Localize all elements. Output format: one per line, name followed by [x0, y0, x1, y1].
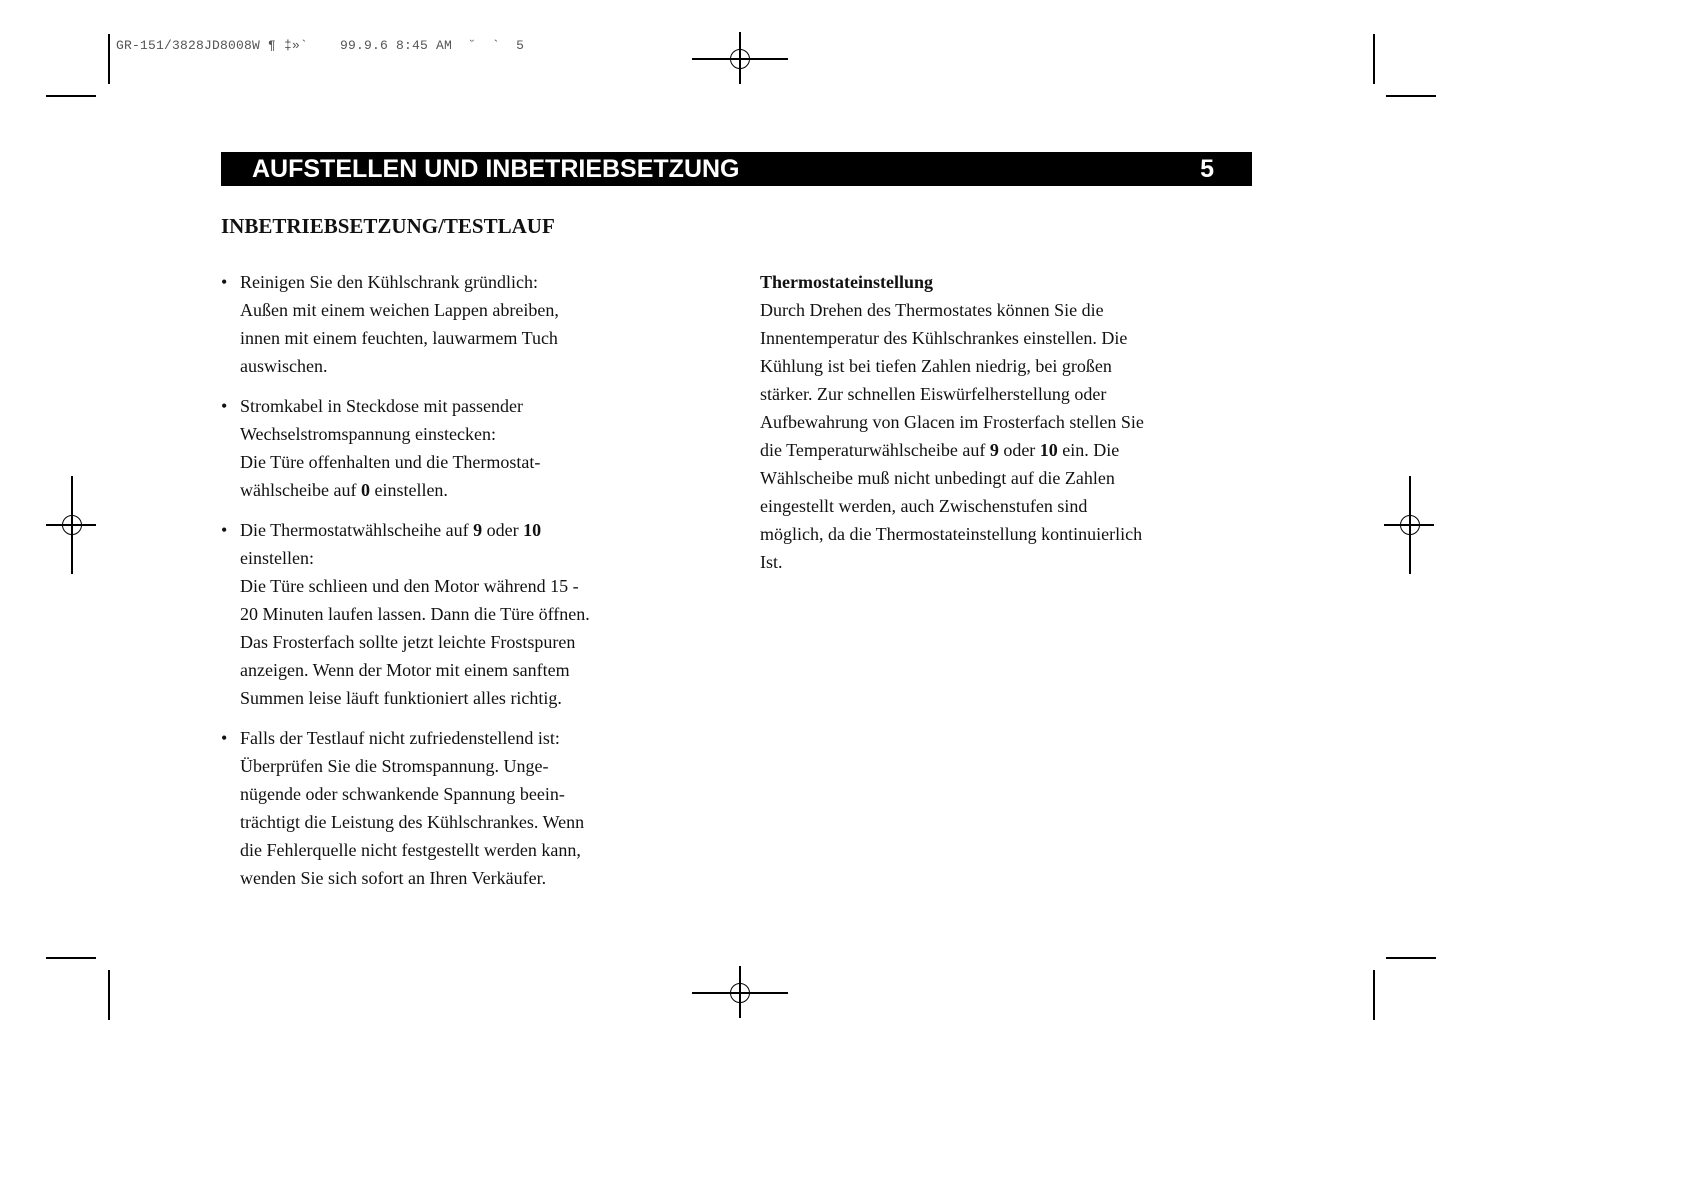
text-line: [760, 324, 1220, 352]
thermostat-paragraph: [760, 296, 1220, 576]
bullet-symbol: •: [221, 728, 228, 748]
text-segment: oder: [998, 440, 1040, 460]
text-line: [240, 544, 661, 572]
text-line: [240, 656, 661, 684]
text-segment: innen mit einem feuchten, lauwarmem Tuch: [240, 328, 558, 348]
text-line: [240, 352, 661, 380]
text-segment: auswischen.: [240, 356, 328, 376]
thermostat-heading: Thermostateinstellung: [760, 272, 933, 292]
text-segment: möglich, da die Thermostateinstellung kontinuierlich: [760, 524, 1143, 544]
text-line: [760, 436, 1220, 464]
text-line: [240, 600, 661, 628]
text-segment: Falls der Testlauf nicht zufriedenstellend ist:: [240, 728, 560, 748]
text-segment: Innentemperatur des Kühlschrankes einstellen. Die: [760, 328, 1128, 348]
text-line: [240, 724, 661, 752]
bold-value: 0: [360, 480, 370, 500]
text-segment: Die Türe schlieen und den Motor während 15 -: [240, 576, 579, 596]
text-line: [240, 572, 661, 600]
bullet-symbol: •: [221, 272, 228, 292]
right-column: [760, 268, 1220, 576]
text-segment: einstellen:: [240, 548, 314, 568]
registration-circle: [1400, 515, 1420, 535]
text-segment: Wählscheibe muß nicht unbedingt auf die Zahlen: [760, 468, 1115, 488]
text-line: [760, 492, 1220, 520]
page-number: 5: [1200, 155, 1214, 183]
crop-mark: [1386, 957, 1436, 959]
text-line: [760, 408, 1220, 436]
text-line: [240, 628, 661, 656]
bold-value: 10: [1039, 440, 1058, 460]
text-segment: Wechselstromspannung einstecken:: [240, 424, 496, 444]
text-segment: Kühlung ist bei tiefen Zahlen niedrig, bei großen: [760, 356, 1112, 376]
bold-value: 9: [473, 520, 483, 540]
text-line: [240, 448, 661, 476]
text-segment: Die Türe offenhalten und die Thermostat-: [240, 452, 541, 472]
crop-mark: [108, 970, 110, 1020]
text-line: [240, 864, 661, 892]
text-segment: Durch Drehen des Thermostates können Sie die: [760, 300, 1104, 320]
text-segment: Summen leise läuft funktioniert alles richtig.: [240, 688, 562, 708]
text-line: [240, 780, 661, 808]
crop-mark: [108, 34, 110, 84]
text-line: [240, 476, 661, 504]
text-segment: die Temperaturwählscheibe auf: [760, 440, 990, 460]
registration-circle: [730, 983, 750, 1003]
text-segment: Das Frosterfach sollte jetzt leichte Frostspuren: [240, 632, 576, 652]
text-segment: Aufbewahrung von Glacen im Frosterfach stellen Sie: [760, 412, 1144, 432]
text-line: [240, 324, 661, 352]
text-segment: ein. Die: [1057, 440, 1120, 460]
crop-mark: [46, 957, 96, 959]
left-column: [221, 268, 661, 904]
bullet-symbol: •: [221, 520, 228, 540]
text-segment: 20 Minuten laufen lassen. Dann die Türe öffnen.: [240, 604, 590, 624]
crop-mark: [1373, 34, 1375, 84]
text-line: [240, 296, 661, 324]
text-line: [760, 464, 1220, 492]
text-line: [760, 296, 1220, 324]
crop-mark: [1373, 970, 1375, 1020]
text-line: [240, 836, 661, 864]
text-segment: trächtigt die Leistung des Kühlschrankes. Wenn: [240, 812, 585, 832]
text-segment: einstellen.: [369, 480, 448, 500]
text-line: [240, 392, 661, 420]
bullet-item: [221, 516, 661, 712]
bold-value: 9: [989, 440, 999, 460]
text-segment: die Fehlerquelle nicht festgestellt werden kann,: [240, 840, 581, 860]
text-line: [240, 808, 661, 836]
text-segment: Überprüfen Sie die Stromspannung. Unge-: [240, 756, 549, 776]
text-segment: Stromkabel in Steckdose mit passender: [240, 396, 523, 416]
text-line: [240, 752, 661, 780]
text-segment: stärker. Zur schnellen Eiswürfelherstellung oder: [760, 384, 1107, 404]
text-segment: Außen mit einem weichen Lappen abreiben,: [240, 300, 559, 320]
bullet-item: [221, 724, 661, 892]
text-segment: Reinigen Sie den Kühlschrank gründlich:: [240, 272, 538, 292]
registration-circle: [730, 49, 750, 69]
text-segment: anzeigen. Wenn der Motor mit einem sanftem: [240, 660, 570, 680]
text-line: [240, 516, 661, 544]
text-line: [760, 548, 1220, 576]
text-segment: eingestellt werden, auch Zwischenstufen sind: [760, 496, 1088, 516]
text-segment: wenden Sie sich sofort an Ihren Verkäufer.: [240, 868, 547, 888]
printer-slug: GR-151/3828JD8008W ¶ ‡»` 99.9.6 8:45 AM ˘ ` 5: [116, 38, 525, 53]
text-line: [240, 420, 661, 448]
text-line: [760, 520, 1220, 548]
registration-circle: [62, 515, 82, 535]
chapter-title: AUFSTELLEN UND INBETRIEBSETZUNG: [252, 155, 740, 183]
text-line: [240, 268, 661, 296]
bullet-item: [221, 392, 661, 504]
text-line: [240, 684, 661, 712]
chapter-header-bar: [221, 152, 1252, 186]
crop-mark: [1386, 95, 1436, 97]
text-segment: Ist.: [760, 552, 783, 572]
text-line: [760, 380, 1220, 408]
text-line: [760, 352, 1220, 380]
text-segment: Die Thermostatwählscheihe auf: [240, 520, 474, 540]
bold-value: 10: [523, 520, 542, 540]
text-segment: nügende oder schwankende Spannung beein-: [240, 784, 565, 804]
text-segment: wählscheibe auf: [240, 480, 361, 500]
bullet-symbol: •: [221, 396, 228, 416]
section-heading: INBETRIEBSETZUNG/TESTLAUF: [221, 214, 555, 238]
crop-mark: [46, 95, 96, 97]
text-segment: oder: [482, 520, 524, 540]
bullet-item: [221, 268, 661, 380]
